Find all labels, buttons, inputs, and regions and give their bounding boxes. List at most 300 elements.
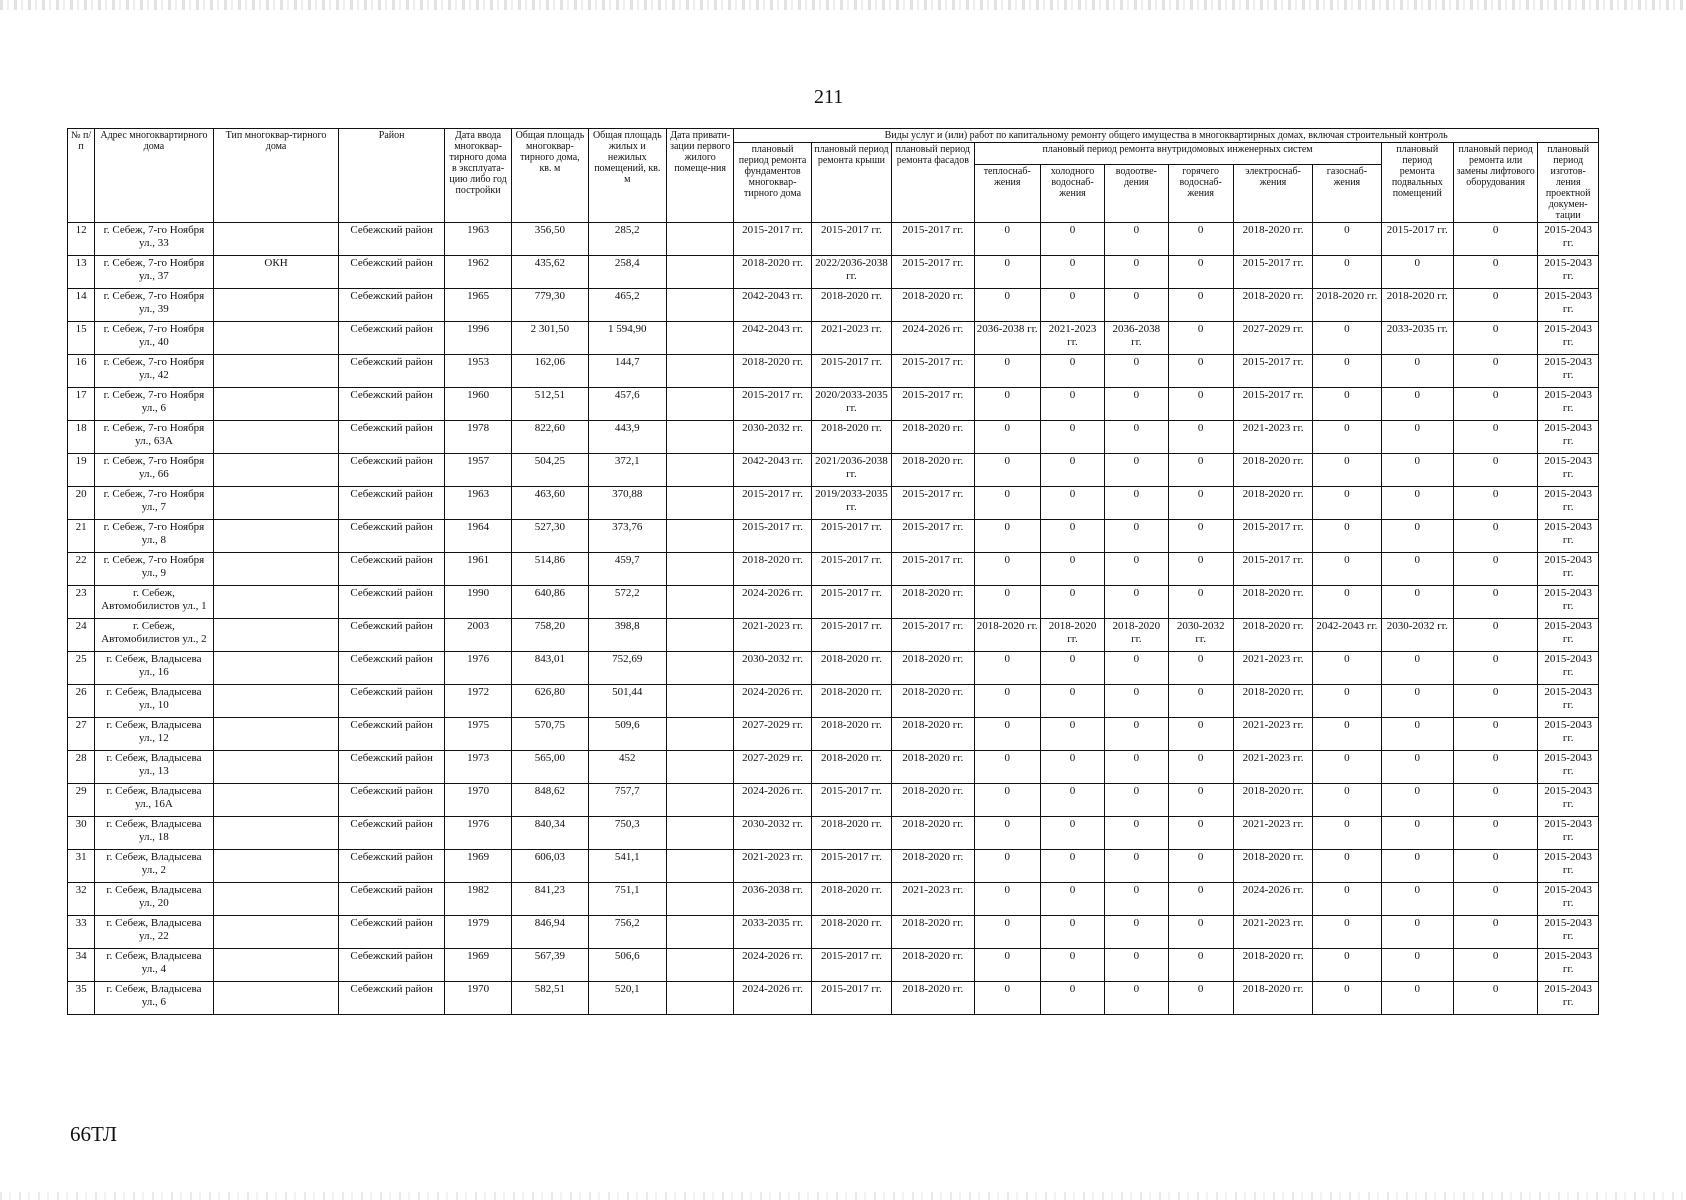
gas-supply-cell: 0 [1313, 454, 1381, 487]
electric-supply-cell: 2018-2020 гг. [1233, 586, 1312, 619]
header-drainage: водоотве-дения [1105, 165, 1168, 223]
electric-supply-cell: 2021-2023 гг. [1233, 718, 1312, 751]
district-cell: Себежский район [339, 520, 445, 553]
roof-period-cell: 2015-2017 гг. [811, 223, 891, 256]
table-row [68, 850, 1599, 883]
facade-period-cell: 2018-2020 гг. [892, 982, 974, 1015]
drainage-cell: 0 [1105, 223, 1168, 256]
design-docs-period-cell: 2015-2043 гг. [1538, 718, 1599, 751]
district-cell: Себежский район [339, 784, 445, 817]
foundation-period-cell: 2018-2020 гг. [734, 553, 811, 586]
gas-supply-cell: 0 [1313, 652, 1381, 685]
electric-supply-cell: 2018-2020 гг. [1233, 487, 1312, 520]
area-total-cell: 758,20 [512, 619, 588, 652]
basement-period-cell: 0 [1381, 256, 1453, 289]
type-cell [213, 289, 339, 322]
design-docs-period-cell: 2015-2043 гг. [1538, 553, 1599, 586]
electric-supply-cell: 2018-2020 гг. [1233, 949, 1312, 982]
year-cell: 1976 [444, 652, 511, 685]
cold-water-cell: 0 [1040, 751, 1104, 784]
design-docs-period-cell: 2015-2043 гг. [1538, 421, 1599, 454]
design-docs-period-cell: 2015-2043 гг. [1538, 487, 1599, 520]
facade-period-cell: 2018-2020 гг. [892, 751, 974, 784]
privatization-cell [667, 685, 734, 718]
area-living-cell: 501,44 [588, 685, 666, 718]
privatization-cell [667, 850, 734, 883]
elevator-period-cell: 0 [1453, 982, 1537, 1015]
scan-noise-top [0, 0, 1686, 10]
foundation-period-cell: 2042-2043 гг. [734, 289, 811, 322]
area-total-cell: 640,86 [512, 586, 588, 619]
privatization-cell [667, 652, 734, 685]
electric-supply-cell: 2018-2020 гг. [1233, 982, 1312, 1015]
area-living-cell: 452 [588, 751, 666, 784]
type-cell [213, 916, 339, 949]
drainage-cell: 0 [1105, 256, 1168, 289]
foundation-period-cell: 2036-2038 гг. [734, 883, 811, 916]
facade-period-cell: 2015-2017 гг. [892, 223, 974, 256]
district-cell: Себежский район [339, 388, 445, 421]
district-cell: Себежский район [339, 322, 445, 355]
year-cell: 1996 [444, 322, 511, 355]
area-living-cell: 285,2 [588, 223, 666, 256]
elevator-period-cell: 0 [1453, 289, 1537, 322]
heat-supply-cell: 0 [974, 223, 1040, 256]
header-electric: электроснаб-жения [1233, 165, 1312, 223]
hot-water-cell: 0 [1168, 883, 1233, 916]
drainage-cell: 0 [1105, 652, 1168, 685]
facade-period-cell: 2018-2020 гг. [892, 850, 974, 883]
electric-supply-cell: 2018-2020 гг. [1233, 685, 1312, 718]
table-row [68, 751, 1599, 784]
hot-water-cell: 0 [1168, 586, 1233, 619]
row-number: 26 [68, 685, 95, 718]
electric-supply-cell: 2015-2017 гг. [1233, 388, 1312, 421]
gas-supply-cell: 0 [1313, 751, 1381, 784]
year-cell: 1969 [444, 850, 511, 883]
cold-water-cell: 0 [1040, 289, 1104, 322]
gas-supply-cell: 0 [1313, 487, 1381, 520]
area-total-cell: 822,60 [512, 421, 588, 454]
privatization-cell [667, 883, 734, 916]
drainage-cell: 0 [1105, 487, 1168, 520]
gas-supply-cell: 0 [1313, 355, 1381, 388]
district-cell: Себежский район [339, 982, 445, 1015]
row-number: 31 [68, 850, 95, 883]
roof-period-cell: 2019/2033-2035 гг. [811, 487, 891, 520]
type-cell [213, 817, 339, 850]
elevator-period-cell: 0 [1453, 685, 1537, 718]
drainage-cell: 0 [1105, 916, 1168, 949]
year-cell: 1960 [444, 388, 511, 421]
address-cell: г. Себеж, Владысева ул., 16 [95, 652, 214, 685]
heat-supply-cell: 0 [974, 685, 1040, 718]
elevator-period-cell: 0 [1453, 784, 1537, 817]
roof-period-cell: 2015-2017 гг. [811, 553, 891, 586]
electric-supply-cell: 2018-2020 гг. [1233, 784, 1312, 817]
row-number: 18 [68, 421, 95, 454]
year-cell: 1964 [444, 520, 511, 553]
area-living-cell: 541,1 [588, 850, 666, 883]
area-living-cell: 457,6 [588, 388, 666, 421]
hot-water-cell: 0 [1168, 850, 1233, 883]
cold-water-cell: 2021-2023 гг. [1040, 322, 1104, 355]
hot-water-cell: 0 [1168, 817, 1233, 850]
row-number: 22 [68, 553, 95, 586]
privatization-cell [667, 619, 734, 652]
hot-water-cell: 0 [1168, 949, 1233, 982]
cold-water-cell: 0 [1040, 652, 1104, 685]
district-cell: Себежский район [339, 454, 445, 487]
header-foundation: плановый период ремонта фундаментов многоквар-тирного дома [734, 143, 811, 223]
facade-period-cell: 2015-2017 гг. [892, 355, 974, 388]
heat-supply-cell: 0 [974, 355, 1040, 388]
elevator-period-cell: 0 [1453, 421, 1537, 454]
foundation-period-cell: 2042-2043 гг. [734, 322, 811, 355]
elevator-period-cell: 0 [1453, 223, 1537, 256]
row-number: 15 [68, 322, 95, 355]
roof-period-cell: 2018-2020 гг. [811, 916, 891, 949]
header-privatization: Дата привати-зации первого жилого помеще-ния [667, 129, 734, 223]
cold-water-cell: 0 [1040, 553, 1104, 586]
footer-code: 66ТЛ [70, 1122, 118, 1146]
electric-supply-cell: 2015-2017 гг. [1233, 256, 1312, 289]
district-cell: Себежский район [339, 883, 445, 916]
elevator-period-cell: 0 [1453, 949, 1537, 982]
district-cell: Себежский район [339, 586, 445, 619]
gas-supply-cell: 0 [1313, 982, 1381, 1015]
heat-supply-cell: 0 [974, 289, 1040, 322]
heat-supply-cell: 2018-2020 гг. [974, 619, 1040, 652]
area-total-cell: 435,62 [512, 256, 588, 289]
cold-water-cell: 0 [1040, 784, 1104, 817]
drainage-cell: 0 [1105, 553, 1168, 586]
header-address: Адрес многоквартирного дома [95, 129, 214, 223]
area-living-cell: 398,8 [588, 619, 666, 652]
gas-supply-cell: 0 [1313, 850, 1381, 883]
hot-water-cell: 0 [1168, 553, 1233, 586]
drainage-cell: 0 [1105, 850, 1168, 883]
type-cell [213, 388, 339, 421]
year-cell: 1963 [444, 487, 511, 520]
heat-supply-cell: 0 [974, 586, 1040, 619]
address-cell: г. Себеж, 7-го Ноября ул., 66 [95, 454, 214, 487]
year-cell: 1976 [444, 817, 511, 850]
table-row [68, 685, 1599, 718]
area-total-cell: 626,80 [512, 685, 588, 718]
year-cell: 1963 [444, 223, 511, 256]
privatization-cell [667, 916, 734, 949]
roof-period-cell: 2015-2017 гг. [811, 586, 891, 619]
table-row [68, 982, 1599, 1015]
facade-period-cell: 2015-2017 гг. [892, 553, 974, 586]
heat-supply-cell: 0 [974, 883, 1040, 916]
roof-period-cell: 2018-2020 гг. [811, 751, 891, 784]
roof-period-cell: 2018-2020 гг. [811, 289, 891, 322]
hot-water-cell: 0 [1168, 256, 1233, 289]
roof-period-cell: 2018-2020 гг. [811, 421, 891, 454]
area-total-cell: 841,23 [512, 883, 588, 916]
header-facade: плановый период ремонта фасадов [892, 143, 974, 223]
district-cell: Себежский район [339, 289, 445, 322]
district-cell: Себежский район [339, 652, 445, 685]
cold-water-cell: 0 [1040, 520, 1104, 553]
hot-water-cell: 0 [1168, 652, 1233, 685]
table-row [68, 388, 1599, 421]
gas-supply-cell: 2018-2020 гг. [1313, 289, 1381, 322]
hot-water-cell: 0 [1168, 487, 1233, 520]
drainage-cell: 0 [1105, 355, 1168, 388]
row-number: 29 [68, 784, 95, 817]
table-header [68, 129, 1599, 223]
drainage-cell: 2036-2038 гг. [1105, 322, 1168, 355]
basement-period-cell: 0 [1381, 652, 1453, 685]
elevator-period-cell: 0 [1453, 718, 1537, 751]
heat-supply-cell: 0 [974, 487, 1040, 520]
privatization-cell [667, 718, 734, 751]
basement-period-cell: 0 [1381, 685, 1453, 718]
type-cell [213, 586, 339, 619]
year-cell: 1970 [444, 784, 511, 817]
area-living-cell: 757,7 [588, 784, 666, 817]
electric-supply-cell: 2015-2017 гг. [1233, 553, 1312, 586]
table-row [68, 454, 1599, 487]
design-docs-period-cell: 2015-2043 гг. [1538, 652, 1599, 685]
privatization-cell [667, 388, 734, 421]
hot-water-cell: 0 [1168, 520, 1233, 553]
roof-period-cell: 2018-2020 гг. [811, 817, 891, 850]
roof-period-cell: 2015-2017 гг. [811, 355, 891, 388]
cold-water-cell: 0 [1040, 718, 1104, 751]
row-number: 32 [68, 883, 95, 916]
year-cell: 1953 [444, 355, 511, 388]
row-number: 19 [68, 454, 95, 487]
design-docs-period-cell: 2015-2043 гг. [1538, 322, 1599, 355]
hot-water-cell: 0 [1168, 421, 1233, 454]
table-row [68, 718, 1599, 751]
electric-supply-cell: 2021-2023 гг. [1233, 421, 1312, 454]
address-cell: г. Себеж, Владысева ул., 6 [95, 982, 214, 1015]
basement-period-cell: 0 [1381, 883, 1453, 916]
address-cell: г. Себеж, 7-го Ноября ул., 8 [95, 520, 214, 553]
heat-supply-cell: 0 [974, 256, 1040, 289]
foundation-period-cell: 2021-2023 гг. [734, 850, 811, 883]
gas-supply-cell: 0 [1313, 784, 1381, 817]
year-cell: 1962 [444, 256, 511, 289]
area-living-cell: 258,4 [588, 256, 666, 289]
area-total-cell: 162,06 [512, 355, 588, 388]
elevator-period-cell: 0 [1453, 487, 1537, 520]
basement-period-cell: 0 [1381, 784, 1453, 817]
gas-supply-cell: 0 [1313, 223, 1381, 256]
foundation-period-cell: 2024-2026 гг. [734, 784, 811, 817]
row-number: 21 [68, 520, 95, 553]
elevator-period-cell: 0 [1453, 883, 1537, 916]
roof-period-cell: 2015-2017 гг. [811, 784, 891, 817]
address-cell: г. Себеж, 7-го Ноября ул., 40 [95, 322, 214, 355]
table-row [68, 586, 1599, 619]
address-cell: г. Себеж, 7-го Ноября ул., 6 [95, 388, 214, 421]
year-cell: 1975 [444, 718, 511, 751]
design-docs-period-cell: 2015-2043 гг. [1538, 784, 1599, 817]
electric-supply-cell: 2018-2020 гг. [1233, 223, 1312, 256]
year-cell: 1969 [444, 949, 511, 982]
foundation-period-cell: 2030-2032 гг. [734, 421, 811, 454]
address-cell: г. Себеж, Автомобилистов ул., 2 [95, 619, 214, 652]
header-hot-water: горячего водоснаб-жения [1168, 165, 1233, 223]
gas-supply-cell: 0 [1313, 322, 1381, 355]
area-living-cell: 443,9 [588, 421, 666, 454]
district-cell: Себежский район [339, 850, 445, 883]
electric-supply-cell: 2018-2020 гг. [1233, 619, 1312, 652]
area-total-cell: 527,30 [512, 520, 588, 553]
foundation-period-cell: 2042-2043 гг. [734, 454, 811, 487]
foundation-period-cell: 2024-2026 гг. [734, 685, 811, 718]
facade-period-cell: 2018-2020 гг. [892, 454, 974, 487]
privatization-cell [667, 289, 734, 322]
electric-supply-cell: 2021-2023 гг. [1233, 751, 1312, 784]
foundation-period-cell: 2027-2029 гг. [734, 718, 811, 751]
elevator-period-cell: 0 [1453, 652, 1537, 685]
foundation-period-cell: 2030-2032 гг. [734, 652, 811, 685]
area-living-cell: 370,88 [588, 487, 666, 520]
gas-supply-cell: 0 [1313, 256, 1381, 289]
row-number: 30 [68, 817, 95, 850]
district-cell: Себежский район [339, 751, 445, 784]
design-docs-period-cell: 2015-2043 гг. [1538, 685, 1599, 718]
basement-period-cell: 2015-2017 гг. [1381, 223, 1453, 256]
area-living-cell: 459,7 [588, 553, 666, 586]
foundation-period-cell: 2018-2020 гг. [734, 355, 811, 388]
basement-period-cell: 0 [1381, 421, 1453, 454]
hot-water-cell: 0 [1168, 355, 1233, 388]
heat-supply-cell: 2036-2038 гг. [974, 322, 1040, 355]
type-cell [213, 652, 339, 685]
basement-period-cell: 0 [1381, 718, 1453, 751]
cold-water-cell: 0 [1040, 388, 1104, 421]
address-cell: г. Себеж, Автомобилистов ул., 1 [95, 586, 214, 619]
facade-period-cell: 2018-2020 гг. [892, 586, 974, 619]
cold-water-cell: 0 [1040, 817, 1104, 850]
roof-period-cell: 2020/2033-2035 гг. [811, 388, 891, 421]
electric-supply-cell: 2018-2020 гг. [1233, 289, 1312, 322]
elevator-period-cell: 0 [1453, 817, 1537, 850]
capital-repair-table [67, 128, 1599, 1015]
header-row-1 [68, 129, 1599, 143]
privatization-cell [667, 322, 734, 355]
roof-period-cell: 2018-2020 гг. [811, 883, 891, 916]
type-cell [213, 718, 339, 751]
heat-supply-cell: 0 [974, 982, 1040, 1015]
hot-water-cell: 0 [1168, 982, 1233, 1015]
gas-supply-cell: 0 [1313, 817, 1381, 850]
gas-supply-cell: 0 [1313, 388, 1381, 421]
header-basement: плановый период ремонта подвальных помещений [1381, 143, 1453, 223]
area-living-cell: 752,69 [588, 652, 666, 685]
table-row [68, 520, 1599, 553]
cold-water-cell: 0 [1040, 982, 1104, 1015]
design-docs-period-cell: 2015-2043 гг. [1538, 256, 1599, 289]
privatization-cell [667, 586, 734, 619]
roof-period-cell: 2022/2036-2038 гг. [811, 256, 891, 289]
type-cell [213, 223, 339, 256]
district-cell: Себежский район [339, 487, 445, 520]
cold-water-cell: 0 [1040, 883, 1104, 916]
type-cell [213, 619, 339, 652]
address-cell: г. Себеж, Владысева ул., 2 [95, 850, 214, 883]
cold-water-cell: 0 [1040, 850, 1104, 883]
gas-supply-cell: 0 [1313, 916, 1381, 949]
foundation-period-cell: 2030-2032 гг. [734, 817, 811, 850]
foundation-period-cell: 2024-2026 гг. [734, 982, 811, 1015]
drainage-cell: 0 [1105, 883, 1168, 916]
year-cell: 1957 [444, 454, 511, 487]
elevator-period-cell: 0 [1453, 751, 1537, 784]
header-type: Тип многоквар-тирного дома [213, 129, 339, 223]
area-total-cell: 356,50 [512, 223, 588, 256]
header-heat: теплоснаб-жения [974, 165, 1040, 223]
address-cell: г. Себеж, 7-го Ноября ул., 7 [95, 487, 214, 520]
drainage-cell: 0 [1105, 520, 1168, 553]
area-living-cell: 1 594,90 [588, 322, 666, 355]
basement-period-cell: 0 [1381, 388, 1453, 421]
elevator-period-cell: 0 [1453, 586, 1537, 619]
cold-water-cell: 0 [1040, 916, 1104, 949]
basement-period-cell: 0 [1381, 850, 1453, 883]
drainage-cell: 0 [1105, 718, 1168, 751]
design-docs-period-cell: 2015-2043 гг. [1538, 883, 1599, 916]
privatization-cell [667, 487, 734, 520]
table-row [68, 553, 1599, 586]
basement-period-cell: 2018-2020 гг. [1381, 289, 1453, 322]
row-number: 34 [68, 949, 95, 982]
basement-period-cell: 2030-2032 гг. [1381, 619, 1453, 652]
design-docs-period-cell: 2015-2043 гг. [1538, 388, 1599, 421]
privatization-cell [667, 454, 734, 487]
cold-water-cell: 0 [1040, 355, 1104, 388]
design-docs-period-cell: 2015-2043 гг. [1538, 586, 1599, 619]
foundation-period-cell: 2024-2026 гг. [734, 586, 811, 619]
heat-supply-cell: 0 [974, 553, 1040, 586]
district-cell: Себежский район [339, 949, 445, 982]
row-number: 17 [68, 388, 95, 421]
header-works-group: Виды услуг и (или) работ по капитальному ремонту общего имущества в многоквартирных домах, включая строительный контроль [734, 129, 1599, 143]
electric-supply-cell: 2018-2020 гг. [1233, 850, 1312, 883]
roof-period-cell: 2018-2020 гг. [811, 685, 891, 718]
design-docs-period-cell: 2015-2043 гг. [1538, 355, 1599, 388]
hot-water-cell: 0 [1168, 718, 1233, 751]
hot-water-cell: 0 [1168, 784, 1233, 817]
cold-water-cell: 0 [1040, 487, 1104, 520]
district-cell: Себежский район [339, 223, 445, 256]
hot-water-cell: 0 [1168, 916, 1233, 949]
design-docs-period-cell: 2015-2043 гг. [1538, 949, 1599, 982]
drainage-cell: 0 [1105, 388, 1168, 421]
header-design-docs: плановый период изготов-ления проектной докумен-тации [1538, 143, 1599, 223]
address-cell: г. Себеж, 7-го Ноября ул., 9 [95, 553, 214, 586]
type-cell [213, 487, 339, 520]
table-row [68, 487, 1599, 520]
page-number: 211 [814, 86, 844, 108]
district-cell: Себежский район [339, 355, 445, 388]
header-area-living: Общая площадь жилых и нежилых помещений, кв. м [588, 129, 666, 223]
facade-period-cell: 2018-2020 гг. [892, 652, 974, 685]
area-total-cell: 848,62 [512, 784, 588, 817]
facade-period-cell: 2015-2017 гг. [892, 487, 974, 520]
area-total-cell: 843,01 [512, 652, 588, 685]
elevator-period-cell: 0 [1453, 619, 1537, 652]
roof-period-cell: 2021/2036-2038 гг. [811, 454, 891, 487]
